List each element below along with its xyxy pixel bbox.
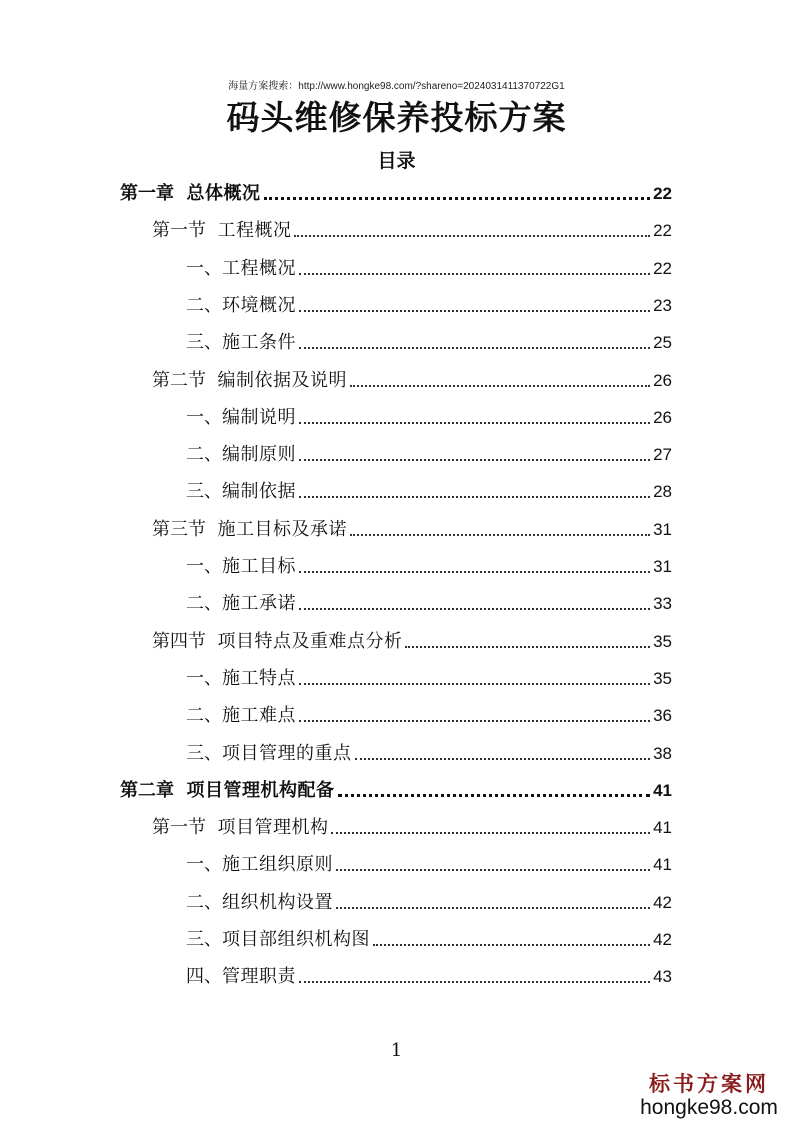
toc-entry-label: 组织机构设置 <box>222 891 333 913</box>
toc-dot-leader <box>299 980 650 983</box>
toc-dot-leader <box>264 196 651 200</box>
toc-dot-leader <box>373 943 650 946</box>
toc-entry-number: 第四节 <box>152 630 218 652</box>
toc-entry-line <box>186 921 672 951</box>
toc-entry-number: 三、 <box>186 742 222 764</box>
toc-entry-page: 42 <box>653 892 672 912</box>
toc-entry-page: 22 <box>653 258 672 278</box>
toc-entry-label: 施工特点 <box>222 667 296 689</box>
toc-entry-line <box>186 399 672 429</box>
toc-entry-page: 23 <box>653 295 672 315</box>
toc-entry-page: 25 <box>653 333 672 353</box>
toc-entry-number: 三、 <box>186 332 222 354</box>
toc-entry-number: 一、 <box>186 406 222 428</box>
toc-entry[interactable] <box>0 585 793 615</box>
toc-dot-leader <box>299 607 650 610</box>
toc-entry-number: 一、 <box>186 854 222 876</box>
toc-entry-line <box>186 660 672 690</box>
toc-entry[interactable] <box>0 362 793 392</box>
toc-entry-label: 工程概况 <box>217 220 292 242</box>
toc-entry-page: 22 <box>653 184 672 203</box>
toc-entry-line <box>186 884 672 914</box>
toc-entry-page: 43 <box>653 967 672 987</box>
toc-entry-number: 三、 <box>186 929 222 950</box>
toc-entry-line <box>186 436 672 466</box>
toc-entry[interactable] <box>0 623 793 653</box>
toc-entry-line <box>152 212 672 242</box>
toc-entry-number: 一、 <box>186 667 222 689</box>
toc-entry-label: 工程概况 <box>222 257 296 279</box>
toc-entry[interactable] <box>0 324 793 354</box>
watermark-logo <box>639 1068 779 1120</box>
toc-entry-number: 一、 <box>186 556 222 577</box>
toc-dot-leader <box>336 906 650 909</box>
toc-entry-label: 编制依据及说明 <box>217 369 347 391</box>
toc-entry-page: 31 <box>653 519 672 539</box>
toc-entry-line <box>120 772 672 802</box>
toc-entry-label: 施工目标 <box>222 556 296 577</box>
toc-entry-line <box>186 585 672 615</box>
toc-entry-page: 22 <box>653 221 672 241</box>
toc-entry-number: 第二节 <box>152 369 218 391</box>
toc-entry[interactable] <box>0 250 793 280</box>
toc-entry-page: 31 <box>653 557 672 576</box>
toc-entry-page: 26 <box>653 407 672 427</box>
toc-entry[interactable] <box>0 473 793 503</box>
toc-dot-leader <box>299 309 650 312</box>
toc-entry-label: 项目管理的重点 <box>222 742 352 764</box>
toc-entry-line <box>186 548 672 578</box>
toc-entry[interactable] <box>0 287 793 317</box>
toc-entry-number: 第一节 <box>152 220 218 242</box>
toc-heading: 目录 <box>377 150 416 172</box>
toc-entry[interactable] <box>0 697 793 727</box>
toc-entry-line <box>152 623 672 653</box>
toc-entry-number: 第一节 <box>152 817 218 839</box>
page-number: 1 <box>390 1040 403 1061</box>
toc-entry-page: 36 <box>653 706 672 726</box>
toc-entry[interactable] <box>0 735 793 765</box>
toc-entry-label: 项目管理机构配备 <box>186 779 335 801</box>
toc-dot-leader <box>299 421 650 424</box>
toc-entry[interactable] <box>0 846 793 876</box>
toc-dot-leader <box>299 272 650 275</box>
toc-entry-label: 环境概况 <box>222 294 296 316</box>
toc-entry-label: 编制依据 <box>222 481 296 503</box>
toc-entry-number: 一、 <box>186 257 222 279</box>
toc-entry-number: 三、 <box>186 481 222 503</box>
toc-entry[interactable] <box>0 921 793 951</box>
toc-entry-label: 施工条件 <box>222 332 296 354</box>
toc-dot-leader <box>299 682 650 685</box>
toc-entry-line <box>186 324 672 354</box>
toc-entry-page: 26 <box>653 370 672 390</box>
toc-entry-page: 35 <box>653 668 672 688</box>
toc-entry-number: 第一章 <box>120 183 187 204</box>
toc-entry[interactable] <box>0 511 793 541</box>
toc-dot-leader <box>294 234 650 237</box>
toc-entry-page: 41 <box>653 818 672 838</box>
toc-entry-number: 二、 <box>186 705 222 727</box>
toc-entry[interactable] <box>0 212 793 242</box>
toc-entry-line <box>186 287 672 317</box>
toc-dot-leader <box>350 533 650 536</box>
toc-entry-line <box>120 175 672 205</box>
toc-dot-leader <box>355 757 651 760</box>
toc-entry-label: 施工组织原则 <box>222 854 333 876</box>
toc-entry-page: 28 <box>653 482 672 502</box>
toc-entry-label: 项目特点及重难点分析 <box>217 630 403 652</box>
toc-dot-leader <box>338 793 651 797</box>
toc-entry-page: 35 <box>653 631 672 651</box>
toc-entry-number: 第二章 <box>120 779 187 801</box>
toc-entry-line <box>152 362 672 392</box>
toc-entry-line <box>186 473 672 503</box>
toc-entry[interactable] <box>0 436 793 466</box>
toc-entry-page: 38 <box>653 743 672 763</box>
toc-entry[interactable] <box>0 809 793 839</box>
toc-entry-label: 管理职责 <box>222 966 296 988</box>
toc-dot-leader <box>331 831 650 834</box>
toc-entry-label: 总体概况 <box>186 183 261 204</box>
toc-entry[interactable] <box>0 958 793 988</box>
toc-entry-line <box>152 511 672 541</box>
toc-entry[interactable] <box>0 884 793 914</box>
toc-entry[interactable] <box>0 772 793 802</box>
toc-dot-leader <box>336 868 650 871</box>
toc-entry[interactable] <box>0 660 793 690</box>
toc-entry-line <box>152 809 672 839</box>
document-title: 码头维修保养投标方案 <box>226 98 567 137</box>
toc-entry-number: 二、 <box>186 444 222 466</box>
toc-dot-leader <box>299 719 650 722</box>
toc-entry-number: 二、 <box>186 593 222 615</box>
toc-entry[interactable] <box>0 175 793 205</box>
toc-entry-line <box>186 735 672 765</box>
toc-entry-number: 二、 <box>186 294 222 316</box>
toc-dot-leader <box>405 645 650 648</box>
toc-entry-line <box>186 250 672 280</box>
toc-entry-label: 施工承诺 <box>222 593 296 615</box>
toc-dot-leader <box>299 346 650 349</box>
header-url: 海量方案搜索：http://www.hongke98.com/?shareno=2024031411370722G1 <box>228 81 565 92</box>
toc-dot-leader <box>299 495 650 498</box>
toc-dot-leader <box>350 384 650 387</box>
toc-entry-page: 42 <box>653 930 672 949</box>
toc-entry-number: 二、 <box>186 891 222 913</box>
toc-entry-label: 项目管理机构 <box>217 817 329 839</box>
watermark-en-text: hongke98.com <box>640 1096 778 1119</box>
toc-entry-number: 四、 <box>186 966 222 988</box>
toc-dot-leader <box>299 570 650 573</box>
toc-entry[interactable] <box>0 548 793 578</box>
toc-entry-number: 第三节 <box>152 518 218 540</box>
watermark-cn-text: 标书方案网 <box>649 1071 769 1096</box>
toc-entry-line <box>186 846 672 876</box>
toc-entry[interactable] <box>0 399 793 429</box>
toc-entry-label: 编制原则 <box>222 444 296 466</box>
toc-entry-label: 施工难点 <box>222 705 296 727</box>
toc-entry-page: 27 <box>653 445 672 465</box>
toc-entry-line <box>186 958 672 988</box>
toc-entry-label: 项目部组织机构图 <box>222 929 370 950</box>
toc-entry-page: 41 <box>653 855 672 875</box>
toc-entry-label: 施工目标及承诺 <box>217 518 347 540</box>
toc-dot-leader <box>299 458 650 461</box>
toc-entry-label: 编制说明 <box>222 406 296 428</box>
toc-entry-line <box>186 697 672 727</box>
toc-entry-page: 41 <box>653 780 672 800</box>
toc-entry-page: 33 <box>653 594 672 614</box>
